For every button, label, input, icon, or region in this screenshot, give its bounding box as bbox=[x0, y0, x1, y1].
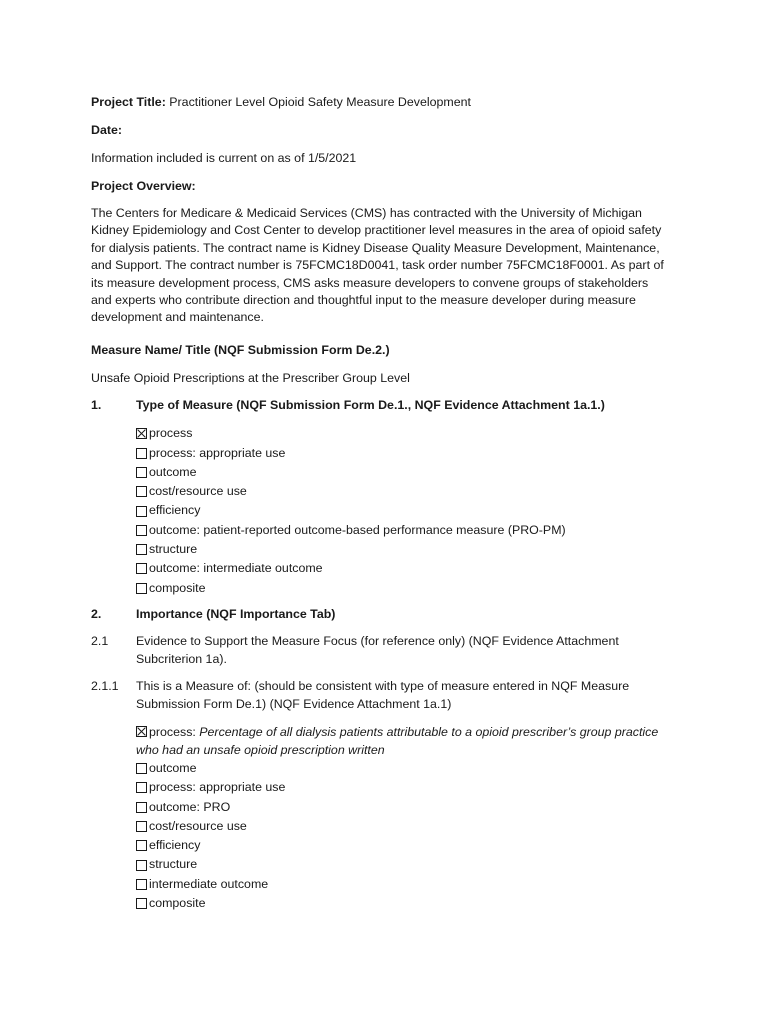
checkbox-icon[interactable] bbox=[136, 506, 147, 517]
document-page bbox=[91, 93, 671, 913]
checkbox-icon[interactable] bbox=[136, 782, 147, 793]
checkbox-option[interactable] bbox=[136, 579, 671, 598]
info-current: Information included is current on as of 1/5/2021 bbox=[91, 151, 357, 165]
option-label: process bbox=[149, 426, 193, 441]
checkbox-icon[interactable] bbox=[136, 583, 147, 594]
overview-label: Project Overview: bbox=[91, 179, 196, 193]
checked-checkbox-icon[interactable] bbox=[136, 428, 147, 439]
section-2-1-number: 2.1 bbox=[91, 634, 109, 649]
checkbox-icon[interactable] bbox=[136, 898, 147, 909]
checkbox-icon[interactable] bbox=[136, 821, 147, 832]
checkbox-icon[interactable] bbox=[136, 544, 147, 555]
option-label: efficiency bbox=[149, 503, 201, 518]
checkbox-option[interactable] bbox=[136, 540, 671, 559]
section-2-1-1-number: 2.1.1 bbox=[91, 679, 119, 694]
checkbox-option[interactable] bbox=[136, 444, 671, 463]
project-title-label: Project Title: bbox=[91, 95, 166, 109]
checkbox-icon[interactable] bbox=[136, 802, 147, 813]
checkbox-option[interactable] bbox=[136, 778, 671, 797]
checkbox-option[interactable] bbox=[136, 521, 671, 540]
section-2-title: Importance (NQF Importance Tab) bbox=[136, 606, 336, 621]
option-label: structure bbox=[149, 542, 198, 557]
option-label: outcome bbox=[149, 760, 197, 775]
checkbox-icon[interactable] bbox=[136, 467, 147, 478]
project-title-value: Practitioner Level Opioid Safety Measure Development bbox=[169, 95, 471, 109]
option-label: cost/resource use bbox=[149, 818, 247, 833]
option-label: outcome: intermediate outcome bbox=[149, 561, 323, 576]
checkbox-icon[interactable] bbox=[136, 840, 147, 851]
checkbox-option[interactable] bbox=[136, 759, 671, 778]
section-1-title: Type of Measure (NQF Submission Form De.1., NQF Evidence Attachment 1a.1.) bbox=[136, 397, 605, 412]
option-label: outcome bbox=[149, 464, 197, 479]
checkbox-icon[interactable] bbox=[136, 879, 147, 890]
option-label: process: appropriate use bbox=[149, 445, 286, 460]
process-description: Percentage of all dialysis patients attributable to a opioid prescriber’s group practice who had an unsafe opioid prescription written bbox=[136, 724, 659, 757]
checkbox-option[interactable] bbox=[136, 463, 671, 482]
section-1-heading bbox=[91, 397, 671, 414]
checkbox-icon[interactable] bbox=[136, 860, 147, 871]
option-label: process: appropriate use bbox=[149, 780, 286, 795]
option-label: process: bbox=[149, 724, 196, 739]
checkbox-option[interactable] bbox=[136, 836, 671, 855]
section-2-heading bbox=[91, 606, 671, 623]
option-label: efficiency bbox=[149, 838, 201, 853]
project-title-line bbox=[91, 93, 671, 111]
measure-name-label: Measure Name/ Title (NQF Submission Form De.2.) bbox=[91, 342, 390, 357]
section-2-1-1-options bbox=[136, 723, 671, 913]
checked-checkbox-icon[interactable] bbox=[136, 726, 147, 737]
checkbox-option[interactable] bbox=[136, 894, 671, 913]
checkbox-icon[interactable] bbox=[136, 486, 147, 497]
section-1-options bbox=[136, 424, 671, 598]
option-label: intermediate outcome bbox=[149, 876, 269, 891]
checkbox-option[interactable] bbox=[136, 817, 671, 836]
option-label: structure bbox=[149, 857, 198, 872]
checkbox-option-process[interactable] bbox=[136, 723, 671, 759]
section-2-1-1 bbox=[91, 678, 671, 713]
option-label: composite bbox=[149, 580, 206, 595]
section-1-number: 1. bbox=[91, 397, 102, 412]
overview-text: The Centers for Medicare & Medicaid Services (CMS) has contracted with the University of Michigan Kidney Epidemiology and Cost Center to develop practitioner level measures in the area of opioid safety for dialysis patients. The contract name is Kidney Disease Quality Measure Development, Maintenance, and Support. The contract number is 75FCMC18D0041, task order number 75FCMC18F0001. As part of its measure development process, CMS asks measure developers to convene groups of stakeholders and experts who contribute direction and thoughtful input to the measure developer during measure development and maintenance. bbox=[91, 206, 664, 325]
option-label: outcome: PRO bbox=[149, 799, 231, 814]
checkbox-icon[interactable] bbox=[136, 763, 147, 774]
checkbox-option[interactable] bbox=[136, 875, 671, 894]
checkbox-icon[interactable] bbox=[136, 525, 147, 536]
option-label: outcome: patient-reported outcome-based performance measure (PRO-PM) bbox=[149, 522, 566, 537]
date-label: Date: bbox=[91, 123, 122, 137]
checkbox-option[interactable] bbox=[136, 424, 671, 443]
checkbox-option[interactable] bbox=[136, 798, 671, 817]
checkbox-option[interactable] bbox=[136, 482, 671, 501]
checkbox-icon[interactable] bbox=[136, 563, 147, 574]
checkbox-icon[interactable] bbox=[136, 448, 147, 459]
checkbox-option[interactable] bbox=[136, 855, 671, 874]
checkbox-option[interactable] bbox=[136, 501, 671, 520]
option-label: cost/resource use bbox=[149, 484, 247, 499]
section-2-1-text: Evidence to Support the Measure Focus (for reference only) (NQF Evidence Attachment Subcriterion 1a). bbox=[136, 634, 619, 666]
section-2-1-1-text: This is a Measure of: (should be consistent with type of measure entered in NQF Measure Submission Form De.1) (NQF Evidence Attachment 1a.1) bbox=[136, 679, 630, 711]
measure-name-value: Unsafe Opioid Prescriptions at the Prescriber Group Level bbox=[91, 370, 410, 385]
option-label: composite bbox=[149, 896, 206, 911]
section-2-number: 2. bbox=[91, 606, 102, 621]
checkbox-option[interactable] bbox=[136, 559, 671, 578]
section-2-1 bbox=[91, 633, 671, 668]
